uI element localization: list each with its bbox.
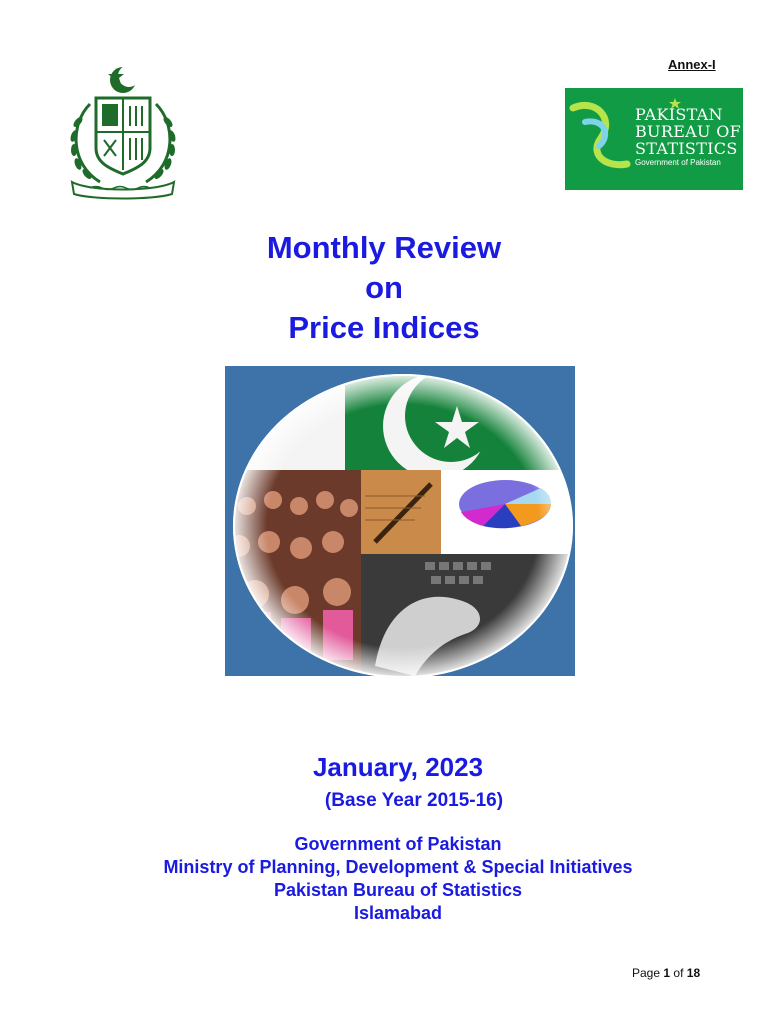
cover-image: [225, 366, 575, 676]
page-current: 1: [663, 966, 671, 980]
of-word: of: [673, 966, 684, 980]
annex-label: Annex-I: [668, 57, 716, 72]
cover-collage-icon: [225, 366, 575, 676]
title-line1: Monthly Review: [266, 230, 502, 265]
title-line2: on: [365, 270, 403, 305]
logo-line3: STATISTICS: [635, 139, 738, 158]
logo-line2: BUREAU OF: [635, 122, 742, 141]
org-line4: Islamabad: [353, 903, 443, 923]
state-emblem-icon: [60, 64, 186, 200]
logo-line1: PAKISTAN: [635, 105, 723, 124]
org-line3: Pakistan Bureau of Statistics: [273, 880, 523, 900]
page-total: 18: [686, 966, 701, 980]
page-word: Page: [632, 966, 661, 980]
title-line3: Price Indices: [288, 310, 480, 345]
base-year: (Base Year 2015-16): [324, 790, 504, 811]
logo-subline: Government of Pakistan: [635, 158, 721, 167]
org-line1: Government of Pakistan: [294, 834, 502, 854]
issue-date: January, 2023: [312, 752, 484, 782]
page-number: [632, 966, 700, 980]
org-line2: Ministry of Planning, Development & Special Initiatives: [163, 857, 633, 877]
pbs-logo: [565, 88, 743, 190]
